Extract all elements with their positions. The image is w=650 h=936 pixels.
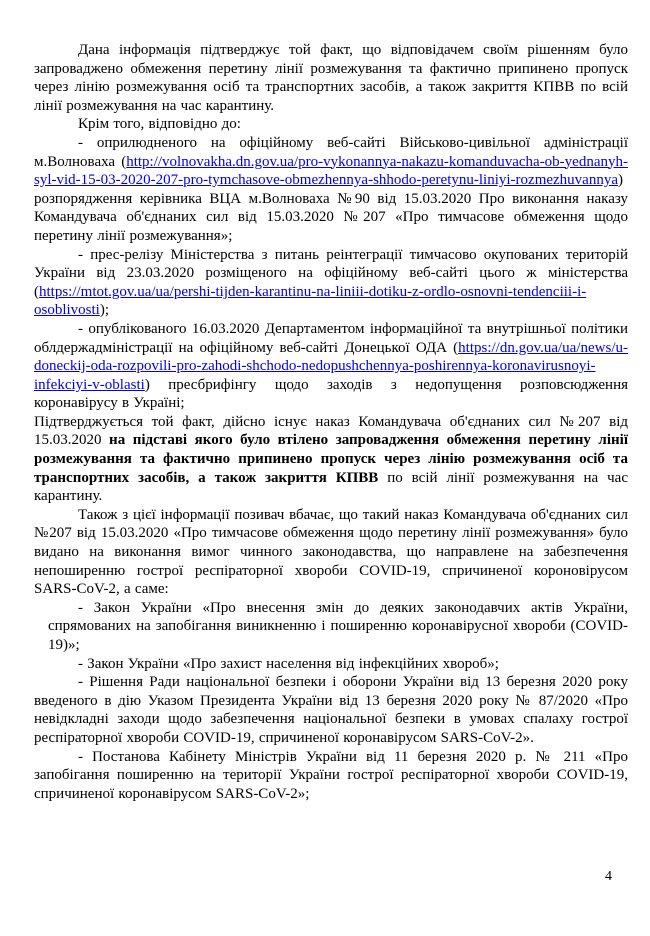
text-run: - Рішення Ради національної безпеки і оборони України від 13 березня 2020 року введеного в дію Указом Президента України від 13 березня 2020 року № 87/2020 «Про невідкладні заходи щодо забезпечення національної безпеки в умовах спалаху гострої респіраторної хвороби COVID-19, спричиненої коронавірусом SARS-CoV-2». — [34, 674, 628, 746]
paragraph — [34, 673, 628, 747]
paragraph — [34, 41, 628, 115]
text-run: - Закон України «Про захист населення від інфекційних хвороб»; — [78, 655, 499, 672]
document-body — [34, 41, 628, 803]
text-run: - опублікованого 16.03.2020 Департаментом інформаційної та внутрішньої політики облдержадміністрації на офіційному веб-сайті Донецької ОДА ( — [34, 320, 628, 356]
text-run: - прес-релізу Міністерства з питань реінтеграції тимчасово окупованих територій України від 23.03.2020 розміщеного на офіційному веб-сайті цього ж міністерства ( — [34, 246, 628, 300]
hyperlink[interactable]: https://dn.gov.ua/ua/news/u-doneckij-oda-rozpovili-pro-zahodi-shchodo-nedopushchennya-poshirennya-koronavirusnoyi-infekciyi-v-oblasti — [34, 339, 628, 393]
hyperlink[interactable]: http://volnovakha.dn.gov.ua/pro-vykonannya-nakazu-komanduvacha-ob-yednanyh-syl-vid-15-03-2020-207-pro-tymchasove-obmezhennya-shhodo-peretynu-liniyi-rozmezhuvannya — [34, 153, 628, 189]
paragraph — [34, 413, 628, 506]
hyperlink[interactable]: https://mtot.gov.ua/ua/pershi-tijden-karantinu-na-liniii-dotiku-z-ordlo-osnovni-tendenciii-i-osoblivosti — [34, 283, 587, 319]
text-run: ) пресбрифінгу щодо заходів з недопущення розповсюдження коронавірусу в Україні; — [34, 376, 628, 412]
bold-text-run: на підставі якого було втілено запровадження обмеження перетину лінії розмежування та фактично припинено пропуск через лінію розмежування осіб та транспортних засобів, а також закриття КПВВ — [34, 432, 628, 486]
text-run: - оприлюдненого на офіційному веб-сайті Військово-цивільної адміністрації м.Волноваха ( — [34, 134, 628, 170]
text-run: ) розпорядження керівника ВЦА м.Волноваха №90 від 15.03.2020 Про виконання наказу Командувача об'єднаних сил від 15.03.2020 №207 «Про тимчасове обмеження щодо перетину лінії розмежування»; — [34, 172, 628, 244]
paragraph — [34, 115, 628, 134]
page-number: 4 — [605, 869, 612, 884]
text-run: Крім того, відповідно до: — [78, 116, 241, 133]
text-run: ); — [99, 302, 110, 319]
text-run: - Постанова Кабінету Міністрів України від 11 березня 2020 р. № 211 «Про запобігання поширенню на території України гострої респіраторної хвороби COVID-19, спричиненої коронавірусом SARS-CoV-2»; — [34, 748, 628, 802]
paragraph — [34, 506, 628, 599]
paragraph — [34, 599, 628, 655]
paragraph — [34, 655, 628, 674]
text-run: Також з цієї інформації позивач вбачає, що такий наказ Командувача об'єднаних сил №207 від 15.03.2020 «Про тимчасове обмеження щодо перетину лінії розмежування» було видано на виконання вимог чинного законодавства, що направлене на забезпечення непоширенню гострої респіраторної хвороби COVID-19, спричиненої короновірусом SARS-CoV-2, а саме: — [34, 506, 628, 598]
text-run: Дана інформація підтверджує той факт, що відповідачем своїм рішенням було запроваджено обмеження перетину лінії розмежування та фактично припинено пропуск через лінію розмежування осіб та транспортних засобів, а також закриття КПВВ по всій лінії розмежування на час карантину. — [34, 42, 628, 114]
paragraph — [34, 320, 628, 413]
paragraph — [34, 134, 628, 246]
text-run: - Закон України «Про внесення змін до деяких законодавчих актів України, спрямованих на запобігання виникненню і поширенню коронавірусної хвороби (COVID-19)»; — [48, 599, 628, 653]
paragraph — [34, 748, 628, 804]
text-run: по всій лінії розмежування на час карантину. — [34, 469, 628, 505]
text-run: Підтверджується той факт, дійсно існує наказ Командувача об'єднаних сил №207 від 15.03.2020 — [34, 413, 628, 449]
paragraph — [34, 246, 628, 320]
